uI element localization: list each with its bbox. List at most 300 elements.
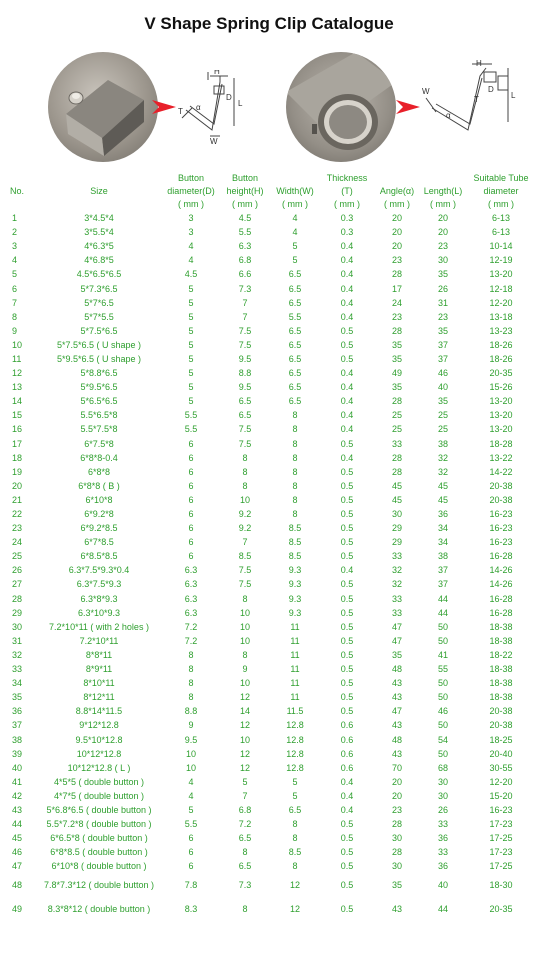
cell-thickness: 0.5 bbox=[340, 904, 354, 915]
cell-tube-diameter: 17-23 bbox=[489, 847, 513, 858]
cell-angle: 33 bbox=[391, 607, 402, 618]
cell-size: 5.5*7.2*8 ( double button ) bbox=[46, 819, 152, 830]
cell-angle: 35 bbox=[391, 649, 402, 660]
cell-length: 46 bbox=[437, 368, 448, 379]
table-row bbox=[2, 338, 536, 352]
table-row bbox=[2, 408, 536, 422]
cell-button-height: 7.2 bbox=[238, 819, 252, 830]
table-row bbox=[2, 690, 536, 704]
cell-thickness: 0.5 bbox=[340, 353, 354, 364]
header-thickness bbox=[320, 172, 374, 211]
cell-button-diameter: 10 bbox=[185, 762, 196, 773]
cell-button-diameter: 6.3 bbox=[184, 565, 198, 576]
cell-button-diameter: 4 bbox=[188, 776, 194, 787]
header-unit: ( mm ) bbox=[282, 199, 308, 209]
cell-thickness: 0.5 bbox=[340, 325, 354, 336]
cell-thickness: 0.4 bbox=[340, 424, 354, 435]
cell-button-diameter: 6 bbox=[188, 438, 194, 449]
cell-length: 44 bbox=[437, 607, 448, 618]
cell-button-diameter: 8 bbox=[188, 649, 194, 660]
cell-angle: 20 bbox=[391, 227, 402, 238]
cell-size: 7.8*7.3*12 ( double button ) bbox=[43, 880, 155, 891]
cell-button-diameter: 5.5 bbox=[184, 819, 198, 830]
cell-length: 32 bbox=[437, 466, 448, 477]
cell-width: 8.5 bbox=[288, 523, 302, 534]
cell-tube-diameter: 20-35 bbox=[489, 368, 513, 379]
cell-button-diameter: 6.3 bbox=[184, 607, 198, 618]
cell-thickness: 0.4 bbox=[340, 382, 354, 393]
cell-width: 9.3 bbox=[288, 579, 302, 590]
table-row bbox=[2, 634, 536, 648]
cell-angle: 30 bbox=[391, 509, 402, 520]
cell-angle: 70 bbox=[391, 762, 402, 773]
cell-angle: 45 bbox=[391, 494, 402, 505]
table-row bbox=[2, 296, 536, 310]
cell-button-diameter: 6 bbox=[188, 452, 194, 463]
cell-length: 55 bbox=[437, 664, 448, 675]
cell-length: 46 bbox=[437, 706, 448, 717]
cell-no: 11 bbox=[12, 353, 22, 364]
cell-button-diameter: 4.5 bbox=[184, 269, 198, 280]
cell-angle: 29 bbox=[391, 537, 402, 548]
cell-tube-diameter: 13-20 bbox=[489, 269, 513, 280]
cell-length: 45 bbox=[437, 494, 448, 505]
cell-thickness: 0.4 bbox=[340, 776, 354, 787]
cell-no: 37 bbox=[12, 720, 23, 731]
cell-length: 31 bbox=[437, 297, 448, 308]
cell-no: 8 bbox=[12, 311, 18, 322]
cell-button-diameter: 8.8 bbox=[184, 706, 198, 717]
cell-button-diameter: 5 bbox=[188, 311, 194, 322]
header-length bbox=[420, 172, 466, 211]
cell-no: 49 bbox=[12, 904, 23, 915]
cell-width: 12.8 bbox=[286, 748, 304, 759]
label-h: H bbox=[476, 59, 482, 68]
cell-button-height: 7.3 bbox=[238, 283, 252, 294]
cell-thickness: 0.5 bbox=[340, 593, 354, 604]
table-row bbox=[2, 352, 536, 366]
cell-button-height: 12 bbox=[239, 692, 250, 703]
cell-length: 36 bbox=[437, 833, 448, 844]
cell-width: 6.5 bbox=[288, 297, 302, 308]
cell-length: 40 bbox=[437, 382, 448, 393]
cell-size: 5*7.3*6.5 bbox=[80, 283, 118, 294]
cell-width: 9.3 bbox=[288, 593, 302, 604]
cell-size: 3*5.5*4 bbox=[84, 227, 114, 238]
cell-no: 42 bbox=[12, 790, 23, 801]
table-row bbox=[2, 577, 536, 591]
cell-button-diameter: 6 bbox=[188, 551, 194, 562]
table-row bbox=[2, 873, 536, 897]
cell-angle: 35 bbox=[391, 339, 402, 350]
header-unit: ( mm ) bbox=[430, 199, 456, 209]
cell-thickness: 0.5 bbox=[340, 880, 354, 891]
cell-length: 33 bbox=[437, 847, 448, 858]
cell-button-diameter: 7.2 bbox=[184, 621, 198, 632]
cell-tube-diameter: 12-20 bbox=[489, 297, 513, 308]
page-title: V Shape Spring Clip Catalogue bbox=[144, 14, 394, 33]
cell-thickness: 0.4 bbox=[340, 790, 354, 801]
cell-no: 29 bbox=[12, 607, 23, 618]
label-l: L bbox=[238, 99, 243, 108]
cell-tube-diameter: 6-13 bbox=[491, 227, 510, 238]
cell-no: 27 bbox=[12, 579, 23, 590]
cell-thickness: 0.4 bbox=[340, 283, 354, 294]
cell-size: 10*12*12.8 bbox=[76, 748, 122, 759]
cell-tube-diameter: 13-20 bbox=[489, 396, 513, 407]
cell-size: 7.2*10*11 ( with 2 holes ) bbox=[49, 621, 149, 632]
cell-angle: 33 bbox=[391, 438, 402, 449]
cell-angle: 43 bbox=[391, 678, 402, 689]
cell-width: 4 bbox=[292, 213, 298, 224]
cell-width: 12 bbox=[289, 904, 300, 915]
cell-button-height: 14 bbox=[239, 706, 250, 717]
label-h: H bbox=[214, 70, 220, 76]
label-d: D bbox=[226, 93, 232, 102]
cell-button-height: 6.5 bbox=[238, 396, 252, 407]
label-alpha: α bbox=[196, 103, 201, 112]
cell-thickness: 0.5 bbox=[340, 551, 354, 562]
cell-angle: 28 bbox=[391, 452, 402, 463]
cell-length: 20 bbox=[437, 213, 448, 224]
cell-size: 3*4.5*4 bbox=[84, 213, 114, 224]
cell-size: 6.3*7.5*9.3*0.4 bbox=[68, 565, 130, 576]
cell-tube-diameter: 20-38 bbox=[489, 720, 513, 731]
cell-tube-diameter: 6-13 bbox=[491, 213, 510, 224]
cell-button-height: 9.5 bbox=[238, 382, 252, 393]
cell-button-height: 6.8 bbox=[238, 255, 252, 266]
cell-tube-diameter: 14-26 bbox=[489, 565, 513, 576]
cell-no: 21 bbox=[12, 494, 23, 505]
cell-button-height: 6.6 bbox=[238, 269, 252, 280]
cell-tube-diameter: 10-14 bbox=[489, 241, 513, 252]
cell-thickness: 0.4 bbox=[340, 410, 354, 421]
header-width bbox=[270, 172, 320, 211]
cell-tube-diameter: 13-22 bbox=[489, 452, 513, 463]
cell-width: 8 bbox=[292, 861, 298, 872]
cell-tube-diameter: 13-23 bbox=[489, 325, 513, 336]
cell-angle: 28 bbox=[391, 466, 402, 477]
cell-tube-diameter: 18-38 bbox=[489, 692, 513, 703]
cell-button-height: 7.5 bbox=[238, 438, 252, 449]
cell-length: 50 bbox=[437, 748, 448, 759]
cell-no: 36 bbox=[12, 706, 23, 717]
table-row bbox=[2, 239, 536, 253]
cell-button-height: 8.8 bbox=[238, 368, 252, 379]
cell-button-height: 10 bbox=[239, 678, 250, 689]
table-row bbox=[2, 535, 536, 549]
cell-button-diameter: 9 bbox=[188, 720, 194, 731]
cell-button-diameter: 3 bbox=[188, 227, 194, 238]
cell-size: 4*6.8*5 bbox=[84, 255, 114, 266]
cell-size: 5.5*7.5*8 bbox=[80, 424, 118, 435]
cell-length: 20 bbox=[437, 227, 448, 238]
cell-thickness: 0.6 bbox=[340, 762, 354, 773]
cell-length: 23 bbox=[437, 241, 448, 252]
cell-no: 48 bbox=[12, 880, 23, 891]
cell-length: 30 bbox=[437, 255, 448, 266]
cell-button-height: 8 bbox=[242, 452, 248, 463]
cell-button-diameter: 5 bbox=[188, 325, 194, 336]
cell-tube-diameter: 20-40 bbox=[489, 748, 513, 759]
cell-angle: 20 bbox=[391, 241, 402, 252]
cell-width: 11.5 bbox=[286, 706, 304, 717]
cell-no: 2 bbox=[12, 227, 18, 238]
cell-length: 37 bbox=[437, 579, 448, 590]
cell-width: 12.8 bbox=[286, 762, 304, 773]
cell-width: 5 bbox=[292, 776, 298, 787]
cell-angle: 23 bbox=[391, 255, 402, 266]
table-row bbox=[2, 620, 536, 634]
round-tube-photo bbox=[286, 52, 396, 162]
cell-size: 9.5*10*12.8 bbox=[75, 734, 123, 745]
cell-no: 23 bbox=[12, 523, 23, 534]
table-row bbox=[2, 831, 536, 845]
cell-width: 6.5 bbox=[288, 339, 302, 350]
cell-no: 32 bbox=[12, 649, 23, 660]
cell-no: 18 bbox=[12, 452, 23, 463]
table-body bbox=[2, 211, 536, 921]
cell-thickness: 0.5 bbox=[340, 621, 354, 632]
cell-tube-diameter: 16-23 bbox=[489, 523, 513, 534]
cell-tube-diameter: 17-23 bbox=[489, 819, 513, 830]
cell-no: 5 bbox=[12, 269, 18, 280]
table-row bbox=[2, 704, 536, 718]
cell-no: 9 bbox=[12, 325, 18, 336]
cell-size: 4*6.3*5 bbox=[84, 241, 114, 252]
cell-thickness: 0.5 bbox=[340, 339, 354, 350]
cell-no: 17 bbox=[12, 438, 23, 449]
cell-button-diameter: 5 bbox=[188, 283, 194, 294]
cell-no: 43 bbox=[12, 804, 23, 815]
cell-no: 39 bbox=[12, 748, 23, 759]
cell-button-height: 12 bbox=[239, 748, 250, 759]
cell-length: 30 bbox=[437, 790, 448, 801]
cell-length: 50 bbox=[437, 692, 448, 703]
cell-width: 9.3 bbox=[288, 565, 302, 576]
cell-size: 5.5*6.5*8 bbox=[80, 410, 118, 421]
cell-length: 26 bbox=[437, 804, 448, 815]
cell-size: 6.3*7.5*9.3 bbox=[76, 579, 122, 590]
cell-width: 8 bbox=[292, 494, 298, 505]
cell-button-height: 9.5 bbox=[238, 353, 252, 364]
cell-tube-diameter: 18-38 bbox=[489, 635, 513, 646]
cell-size: 6.3*8*9.3 bbox=[80, 593, 118, 604]
cell-width: 4 bbox=[292, 227, 298, 238]
cell-thickness: 0.4 bbox=[340, 241, 354, 252]
cell-width: 9.3 bbox=[288, 607, 302, 618]
cell-thickness: 0.4 bbox=[340, 452, 354, 463]
header-button-height bbox=[220, 172, 270, 211]
header-unit: ( mm ) bbox=[488, 199, 514, 209]
cell-size: 5*7.5*6.5 bbox=[80, 325, 118, 336]
cell-thickness: 0.4 bbox=[340, 565, 354, 576]
square-tube-photo bbox=[48, 52, 158, 162]
cell-no: 26 bbox=[12, 565, 23, 576]
cell-width: 8.5 bbox=[288, 847, 302, 858]
cell-size: 5*7*5.5 bbox=[84, 311, 114, 322]
cell-tube-diameter: 12-18 bbox=[489, 283, 513, 294]
table-row bbox=[2, 422, 536, 436]
cell-no: 4 bbox=[12, 255, 18, 266]
cell-length: 36 bbox=[437, 509, 448, 520]
cell-length: 34 bbox=[437, 537, 448, 548]
cell-tube-diameter: 13-20 bbox=[489, 410, 513, 421]
cell-angle: 24 bbox=[391, 297, 402, 308]
cell-thickness: 0.5 bbox=[340, 579, 354, 590]
cell-size: 8*12*11 bbox=[83, 692, 115, 703]
cell-tube-diameter: 13-20 bbox=[489, 424, 513, 435]
cell-size: 6*9.2*8 bbox=[84, 509, 114, 520]
cell-tube-diameter: 20-38 bbox=[489, 706, 513, 717]
header-button-diameter bbox=[162, 172, 220, 211]
cell-thickness: 0.5 bbox=[340, 480, 354, 491]
cell-button-height: 7 bbox=[242, 297, 248, 308]
cell-length: 54 bbox=[437, 734, 448, 745]
figure-square-tube bbox=[48, 52, 268, 164]
cell-tube-diameter: 18-38 bbox=[489, 664, 513, 675]
cell-tube-diameter: 20-35 bbox=[489, 904, 513, 915]
cell-tube-diameter: 15-26 bbox=[489, 382, 513, 393]
cell-button-height: 7 bbox=[242, 790, 248, 801]
header-size-label: Size bbox=[90, 186, 108, 196]
cell-no: 41 bbox=[12, 776, 23, 787]
table-row bbox=[2, 817, 536, 831]
cell-length: 37 bbox=[437, 353, 448, 364]
table-row bbox=[2, 732, 536, 746]
header-size bbox=[36, 172, 162, 211]
cell-thickness: 0.5 bbox=[340, 466, 354, 477]
cell-length: 25 bbox=[437, 410, 448, 421]
cell-tube-diameter: 14-26 bbox=[489, 579, 513, 590]
cell-button-height: 8 bbox=[242, 593, 248, 604]
cell-button-height: 6.5 bbox=[238, 410, 252, 421]
cell-no: 46 bbox=[12, 847, 23, 858]
cell-tube-diameter: 20-38 bbox=[489, 480, 513, 491]
label-d: D bbox=[488, 85, 494, 94]
cell-thickness: 0.5 bbox=[340, 494, 354, 505]
cell-size: 8.3*8*12 ( double button ) bbox=[47, 904, 151, 915]
cell-thickness: 0.6 bbox=[340, 720, 354, 731]
cell-no: 22 bbox=[12, 509, 23, 520]
table-row bbox=[2, 775, 536, 789]
cell-button-height: 7.5 bbox=[238, 579, 252, 590]
cell-angle: 30 bbox=[391, 861, 402, 872]
cell-button-height: 8 bbox=[242, 480, 248, 491]
cell-tube-diameter: 16-23 bbox=[489, 537, 513, 548]
cell-no: 44 bbox=[12, 819, 23, 830]
cell-size: 5*9.5*6.5 ( U shape ) bbox=[56, 353, 142, 364]
table-row bbox=[2, 507, 536, 521]
cell-tube-diameter: 17-25 bbox=[489, 861, 513, 872]
cell-button-diameter: 5.5 bbox=[184, 424, 198, 435]
cell-button-diameter: 9.5 bbox=[184, 734, 198, 745]
cell-size: 6*9.2*8.5 bbox=[80, 523, 118, 534]
cell-width: 8 bbox=[292, 424, 298, 435]
cell-length: 35 bbox=[437, 325, 448, 336]
cell-button-diameter: 8.3 bbox=[184, 904, 198, 915]
cell-button-height: 5 bbox=[242, 776, 248, 787]
header-unit: ( mm ) bbox=[232, 199, 258, 209]
cell-button-diameter: 5 bbox=[188, 368, 194, 379]
cell-no: 3 bbox=[12, 241, 18, 252]
cell-no: 34 bbox=[12, 678, 23, 689]
cell-button-height: 7.3 bbox=[238, 880, 252, 891]
cell-length: 34 bbox=[437, 523, 448, 534]
table-row bbox=[2, 662, 536, 676]
cell-button-diameter: 5.5 bbox=[184, 410, 198, 421]
table-row bbox=[2, 897, 536, 921]
cell-size: 5*7.5*6.5 ( U shape ) bbox=[56, 339, 142, 350]
cell-width: 6.5 bbox=[288, 382, 302, 393]
cell-size: 6*8.5*8.5 bbox=[80, 551, 118, 562]
cell-thickness: 0.5 bbox=[340, 678, 354, 689]
table-row bbox=[2, 267, 536, 281]
cell-size: 4*7*5 ( double button ) bbox=[53, 790, 145, 801]
cell-no: 25 bbox=[12, 551, 23, 562]
header-unit: ( mm ) bbox=[384, 199, 410, 209]
cell-button-diameter: 5 bbox=[188, 353, 194, 364]
cell-button-diameter: 5 bbox=[188, 804, 194, 815]
cell-width: 8 bbox=[292, 480, 298, 491]
arrow-right-icon bbox=[152, 98, 176, 116]
cell-length: 35 bbox=[437, 269, 448, 280]
cell-angle: 35 bbox=[391, 880, 402, 891]
header-no bbox=[2, 172, 36, 211]
cell-tube-diameter: 16-28 bbox=[489, 551, 513, 562]
cell-length: 37 bbox=[437, 565, 448, 576]
cell-button-diameter: 5 bbox=[188, 339, 194, 350]
table-row bbox=[2, 761, 536, 775]
cell-thickness: 0.5 bbox=[340, 649, 354, 660]
cell-no: 10 bbox=[12, 339, 23, 350]
table-row bbox=[2, 592, 536, 606]
cell-button-diameter: 6 bbox=[188, 466, 194, 477]
cell-button-height: 7.5 bbox=[238, 565, 252, 576]
cell-angle: 47 bbox=[391, 635, 402, 646]
cell-length: 32 bbox=[437, 452, 448, 463]
cell-size: 5*9.5*6.5 bbox=[80, 382, 118, 393]
arrow-right-icon bbox=[396, 98, 420, 116]
label-t: T bbox=[178, 107, 183, 116]
cell-no: 7 bbox=[12, 297, 18, 308]
cell-angle: 25 bbox=[391, 410, 402, 421]
cell-tube-diameter: 12-20 bbox=[489, 776, 513, 787]
cell-no: 31 bbox=[12, 635, 23, 646]
cell-thickness: 0.5 bbox=[340, 664, 354, 675]
cell-angle: 47 bbox=[391, 706, 402, 717]
cell-size: 8*10*11 bbox=[83, 678, 115, 689]
cell-width: 8.5 bbox=[288, 537, 302, 548]
cell-button-diameter: 4 bbox=[188, 790, 194, 801]
table-row bbox=[2, 394, 536, 408]
cell-width: 6.5 bbox=[288, 396, 302, 407]
cell-length: 45 bbox=[437, 480, 448, 491]
table-row bbox=[2, 310, 536, 324]
cell-button-height: 10 bbox=[239, 621, 250, 632]
cell-button-height: 12 bbox=[239, 762, 250, 773]
cell-length: 41 bbox=[437, 649, 448, 660]
cell-thickness: 0.5 bbox=[340, 635, 354, 646]
label-w: W bbox=[210, 137, 218, 146]
cell-button-height: 7 bbox=[242, 311, 248, 322]
cell-length: 33 bbox=[437, 819, 448, 830]
cell-button-height: 6.5 bbox=[238, 833, 252, 844]
cell-width: 11 bbox=[290, 664, 300, 675]
cell-thickness: 0.5 bbox=[340, 523, 354, 534]
table-row bbox=[2, 281, 536, 295]
cell-button-height: 9.2 bbox=[238, 509, 252, 520]
